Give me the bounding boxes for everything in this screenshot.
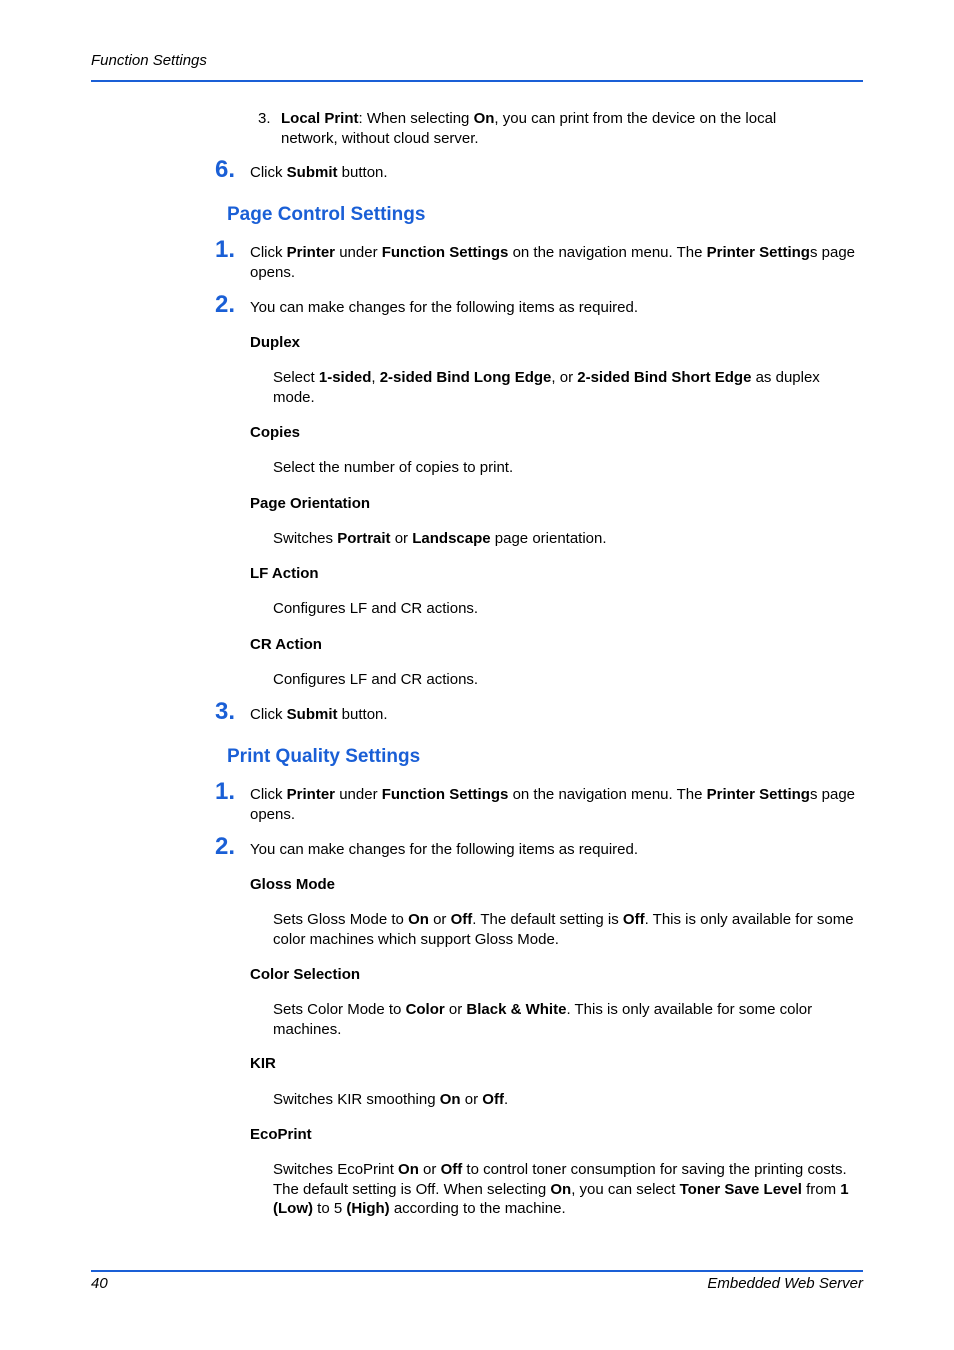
section-heading: Print Quality Settings <box>227 746 421 767</box>
item-title-color-selection: Color Selection <box>250 966 361 983</box>
step-text: Click Printer under Function Settings on the navigation menu. The Printer Settings page opens. <box>250 786 856 823</box>
sub-step-text: Local Print: When selecting On, you can print from the device on the local network, without cloud server. <box>281 110 777 147</box>
step-number: 1. <box>215 236 236 263</box>
step-number: 1. <box>215 778 236 805</box>
sub-step-number: 3. <box>258 110 271 127</box>
step-number: 2. <box>215 291 236 318</box>
item-title-duplex: Duplex <box>250 334 301 351</box>
running-header: Function Settings <box>91 52 207 69</box>
section-heading: Page Control Settings <box>227 204 426 225</box>
item-desc-cr-action: Configures LF and CR actions. <box>273 671 479 688</box>
page-number: 40 <box>91 1275 108 1292</box>
step-text: You can make changes for the following items as required. <box>250 299 639 316</box>
item-desc-ecoprint: Switches EcoPrint On or Off to control toner consumption for saving the printing costs. The default setting is Off. When selecting On, you can select Toner Save Level from 1 (Low) to 5 (High) according to the machine. <box>273 1161 849 1217</box>
item-desc-kir: Switches KIR smoothing On or Off. <box>273 1091 509 1108</box>
step-text: Click Submit button. <box>250 164 388 181</box>
item-desc-gloss-mode: Sets Gloss Mode to On or Off. The default setting is Off. This is only available for some color machines which support Gloss Mode. <box>273 911 854 948</box>
footer-rule <box>91 1270 863 1272</box>
step-number: 3. <box>215 698 236 725</box>
item-title-ecoprint: EcoPrint <box>250 1126 312 1143</box>
item-title-gloss-mode: Gloss Mode <box>250 876 336 893</box>
item-desc-lf-action: Configures LF and CR actions. <box>273 600 479 617</box>
item-desc-orientation: Switches Portrait or Landscape page orientation. <box>273 530 607 547</box>
step-text: Click Submit button. <box>250 706 388 723</box>
item-desc-duplex: Select 1-sided, 2-sided Bind Long Edge, or 2-sided Bind Short Edge as duplex mode. <box>273 369 820 406</box>
item-title-orientation: Page Orientation <box>250 495 371 512</box>
item-title-lf-action: LF Action <box>250 565 319 582</box>
item-desc-copies: Select the number of copies to print. <box>273 459 514 476</box>
item-title-copies: Copies <box>250 424 301 441</box>
step-number: 6. <box>215 156 236 183</box>
step-number: 2. <box>215 833 236 860</box>
step-text: You can make changes for the following items as required. <box>250 841 639 858</box>
item-desc-color-selection: Sets Color Mode to Color or Black & White. This is only available for some color machines. <box>273 1001 813 1038</box>
item-title-cr-action: CR Action <box>250 636 322 653</box>
header-rule <box>91 80 863 82</box>
item-title-kir: KIR <box>250 1055 276 1072</box>
step-text: Click Printer under Function Settings on the navigation menu. The Printer Settings page opens. <box>250 244 856 281</box>
footer-doc-title: Embedded Web Server <box>707 1275 863 1292</box>
